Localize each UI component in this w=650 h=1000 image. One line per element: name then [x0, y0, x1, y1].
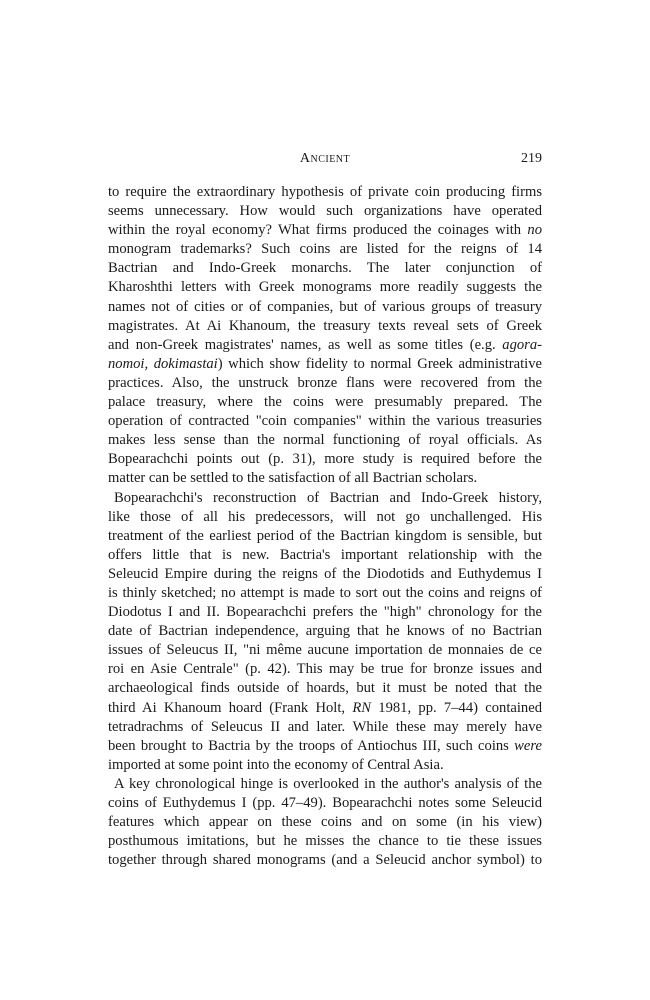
text-line: and non-Greek magistrates' names, as well as some titles (e.g. agora- [108, 336, 542, 353]
text-line: issues of Seleucus II, "ni même aucune importation de monnaies de ce [108, 642, 542, 659]
text-line: like those of all his predecessors, will not go unchallenged. His [108, 508, 542, 525]
text-line: monogram trademarks? Such coins are listed for the reigns of 14 [108, 241, 542, 258]
text-line: operation of contracted "coin companies" within the various treasuries [108, 413, 542, 430]
paragraph [108, 775, 542, 870]
text-line: Seleucid Empire during the reigns of the Diodotids and Euthydemus I [108, 565, 542, 582]
text-line: names not of cities or of companies, but of various groups of treasury [108, 298, 542, 315]
text-line: treatment of the earliest period of the Bactrian kingdom is sensible, but [108, 527, 542, 544]
text-line: posthumous imitations, but he misses the chance to tie these issues [108, 833, 542, 850]
running-title: Ancient [299, 151, 351, 166]
paragraph [108, 183, 542, 489]
text-line: coins of Euthydemus I (pp. 47–49). Bopearachchi notes some Seleucid [108, 795, 542, 811]
text-line: Kharoshthi letters with Greek monograms more readily suggests the [108, 279, 542, 296]
italic-text: were [514, 737, 542, 754]
italic-text: no [527, 222, 542, 239]
italic-text: nomoi, dokimastai [108, 355, 218, 372]
text-line: A key chronological hinge is overlooked in the author's analysis of the [114, 775, 542, 792]
text-line: to require the extraordinary hypothesis of private coin producing firms [108, 184, 542, 200]
text-line: together through shared monograms (and a Seleucid anchor symbol) to [108, 852, 542, 869]
text-line: nomoi, dokimastai) which show fidelity to normal Greek administrative [108, 355, 542, 372]
text-line: Bactrian and Indo-Greek monarchs. The later conjunction of [108, 260, 542, 277]
text-line: Bopearachchi's reconstruction of Bactrian and Indo-Greek history, [114, 489, 542, 506]
text-line: tetradrachms of Seleucus II and later. While these may merely have [108, 718, 542, 735]
paragraph [108, 489, 542, 775]
text-line: within the royal economy? What firms produced the coinages with no [108, 222, 542, 239]
text-line: magistrates. At Ai Khanoum, the treasury texts reveal sets of Greek [108, 317, 542, 334]
italic-text: RN [352, 699, 371, 716]
text-line: Bopearachchi points out (p. 31), more study is required before the [108, 451, 542, 468]
text-line: makes less sense than the normal functioning of royal officials. As [108, 432, 542, 449]
text-line: practices. Also, the unstruck bronze flans were recovered from the [108, 374, 542, 391]
text-line: Diodotus I and II. Bopearachchi prefers the "high" chronology for the [108, 604, 542, 621]
text-line: is thinly sketched; no attempt is made to sort out the coins and reigns of [108, 584, 542, 601]
text-line: matter can be settled to the satisfaction of all Bactrian scholars. [108, 470, 478, 487]
text-line: roi en Asie Centrale" (p. 42). This may be true for bronze issues and [108, 661, 542, 678]
text-line: date of Bactrian independence, arguing that he knows of no Bactrian [108, 623, 542, 640]
text-line: been brought to Bactria by the troops of Antiochus III, such coins were [108, 737, 542, 754]
body-text [108, 183, 542, 870]
text-line: seems unnecessary. How would such organizations have operated [108, 203, 542, 220]
text-line: imported at some point into the economy of Central Asia. [108, 756, 444, 773]
text-line: third Ai Khanoum hoard (Frank Holt, RN 1981, pp. 7–44) contained [108, 699, 542, 716]
text-line: features which appear on these coins and on some (in his view) [108, 814, 542, 831]
running-head [108, 150, 542, 168]
text-line: palace treasury, where the coins were presumably prepared. The [108, 394, 542, 411]
text-line: offers little that is new. Bactria's important relationship with the [108, 546, 542, 563]
italic-text: agora- [502, 336, 542, 353]
text-line: archaeological finds outside of hoards, but it must be noted that the [108, 680, 542, 697]
page-number: 219 [521, 151, 542, 166]
